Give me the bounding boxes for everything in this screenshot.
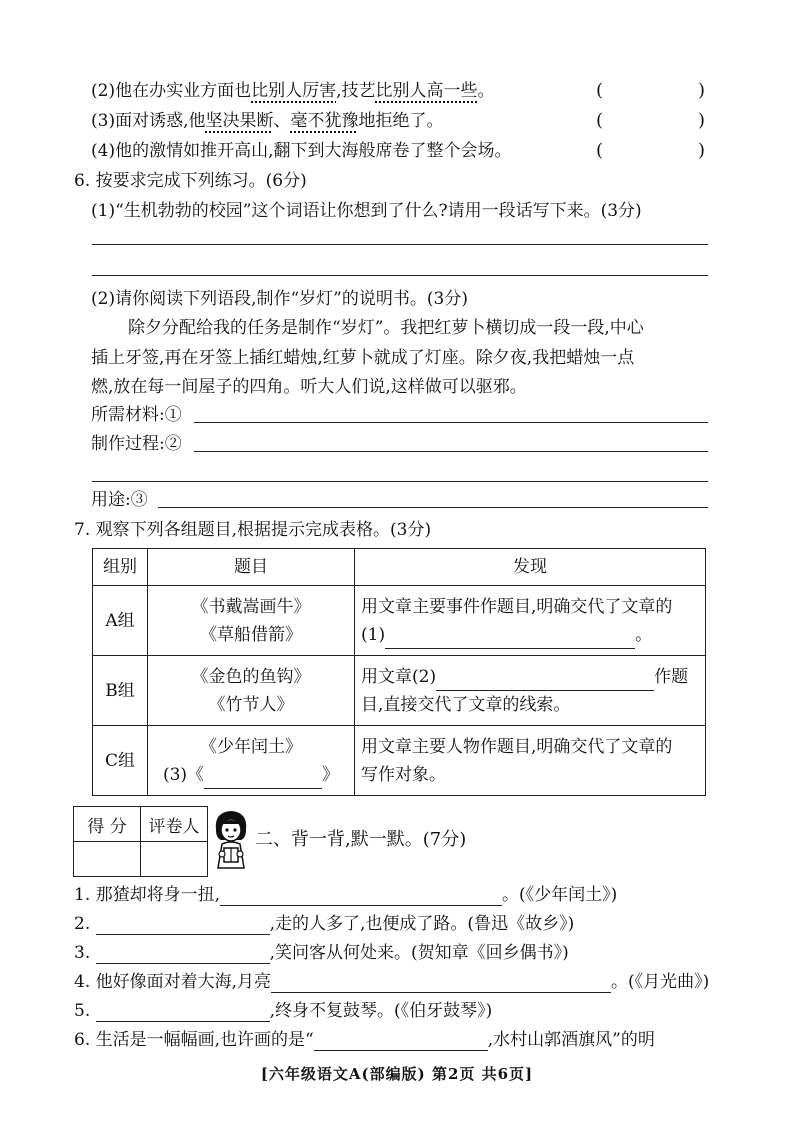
passage-line-1: 除夕分配给我的任务是制作“岁灯”。我把红萝卜横切成一段一段,中心 bbox=[128, 318, 644, 338]
dotted-phrase: 比别人高一些 bbox=[375, 81, 478, 101]
text-segment: 作题 bbox=[654, 666, 689, 687]
process-label: 制作过程:② bbox=[91, 434, 182, 454]
use-label: 用途:③ bbox=[91, 490, 148, 510]
finding-cell bbox=[355, 726, 706, 796]
passage-line-3: 燃,放在每一间屋子的四角。听大人们说,这样做可以驱邪。 bbox=[91, 377, 527, 397]
finding-text: 用文章主要人物作题目,明确交代了文章的 bbox=[361, 736, 673, 757]
text-segment: 2. bbox=[74, 914, 96, 934]
use-answer-line[interactable] bbox=[158, 507, 708, 508]
q6-title: 6. 按要求完成下列练习。(6分) bbox=[74, 171, 307, 191]
page-footer: [六年级语文A(部编版) 第2页 共6页] bbox=[260, 1065, 534, 1083]
section2-title: 二、背一背,默一默。(7分) bbox=[255, 829, 467, 850]
title-text: 《金色的鱼钩》 bbox=[191, 666, 311, 687]
process-answer-line[interactable] bbox=[194, 451, 708, 452]
blank-label: (1) bbox=[361, 624, 386, 645]
passage-line-2: 插上牙签,再在牙签上插红蜡烛,红萝卜就成了灯座。除夕夜,我把蜡烛一点 bbox=[91, 348, 635, 368]
finding-text: 写作对象。 bbox=[361, 764, 446, 785]
text-segment: 3. bbox=[74, 943, 96, 963]
answer-paren-open: ( bbox=[596, 140, 604, 161]
answer-paren-open: ( bbox=[596, 80, 604, 101]
group-cell: C组 bbox=[93, 726, 148, 796]
header-finding: 发现 bbox=[355, 549, 706, 586]
dotted-phrase: 比别人厉害 bbox=[251, 81, 337, 101]
blank-line[interactable] bbox=[204, 770, 322, 789]
finding-text: 目,直接交代了文章的线索。 bbox=[361, 694, 571, 715]
finding-cell bbox=[355, 586, 706, 656]
recite-item-3 bbox=[74, 942, 569, 964]
blank-line[interactable] bbox=[96, 1003, 270, 1022]
text-segment: 。(《少年闰土》) bbox=[502, 885, 618, 905]
q5-item-3 bbox=[91, 110, 443, 132]
title-cell bbox=[148, 656, 355, 726]
answer-line[interactable] bbox=[92, 244, 708, 245]
group-cell: A组 bbox=[93, 586, 148, 656]
text-segment: 。(《月光曲》) bbox=[611, 972, 710, 992]
table-row bbox=[93, 726, 706, 796]
text-segment: ,笑问客从何处来。(贺知章《回乡偶书》) bbox=[269, 943, 569, 963]
text-segment: 地拒绝了。 bbox=[358, 111, 444, 131]
q6-sub2: (2)请你阅读下列语段,制作“岁灯”的说明书。(3分) bbox=[91, 289, 468, 309]
text-segment: ,水村山郭酒旗风”的明 bbox=[487, 1030, 655, 1050]
answer-paren-open: ( bbox=[596, 110, 604, 131]
dotted-phrase: 坚决果断 bbox=[205, 111, 274, 131]
text-segment: 。 bbox=[477, 81, 495, 101]
answer-paren-close: ) bbox=[698, 110, 706, 131]
title-cell bbox=[148, 726, 355, 796]
q5-item-4 bbox=[91, 140, 511, 162]
text-segment: 。 bbox=[635, 624, 653, 645]
materials-label: 所需材料:① bbox=[91, 405, 182, 425]
text-segment: 》 bbox=[322, 764, 340, 785]
text-segment: ,走的人多了,也便成了路。(鲁迅《故乡》) bbox=[269, 914, 575, 934]
text-segment: 4. 他好像面对着大海,月亮 bbox=[74, 972, 272, 992]
blank-line[interactable] bbox=[96, 916, 270, 935]
text-segment: 1. 那猹却将身一扭, bbox=[74, 885, 221, 905]
text-segment: 6. 生活是一幅幅画,也许画的是“ bbox=[74, 1030, 314, 1050]
title-text: 《书戴嵩画牛》 bbox=[191, 596, 311, 617]
blank-line[interactable] bbox=[96, 945, 270, 964]
title-text bbox=[149, 761, 353, 789]
blank-line[interactable] bbox=[385, 630, 635, 649]
recite-item-4 bbox=[74, 971, 709, 993]
score-box bbox=[73, 806, 208, 877]
q5-item-2 bbox=[91, 80, 495, 102]
table-row bbox=[93, 586, 706, 656]
answer-paren-close: ) bbox=[698, 140, 706, 161]
finding-text: 用文章主要事件作题目,明确交代了文章的 bbox=[361, 596, 673, 617]
title-text: 《竹节人》 bbox=[208, 694, 294, 715]
text-segment: (2)他在办实业方面也 bbox=[91, 81, 252, 101]
score-field[interactable] bbox=[74, 842, 141, 877]
text-segment: (4)他的激情如推开高山,翻下到大海般席卷了整个会场。 bbox=[91, 141, 512, 161]
table-row bbox=[93, 656, 706, 726]
girl-reading-icon bbox=[208, 808, 254, 870]
title-cell bbox=[148, 586, 355, 656]
header-title: 题目 bbox=[148, 549, 355, 586]
recite-item-5 bbox=[74, 1000, 492, 1022]
recite-item-6 bbox=[74, 1029, 655, 1051]
recite-item-2 bbox=[74, 913, 574, 935]
text-segment: ,技艺 bbox=[336, 81, 376, 101]
score-label: 得 分 bbox=[74, 807, 141, 842]
grader-field[interactable] bbox=[141, 842, 208, 877]
group-cell: B组 bbox=[93, 656, 148, 726]
text-segment: 5. bbox=[74, 1001, 96, 1021]
blank-line[interactable] bbox=[271, 974, 611, 993]
finding-text bbox=[361, 621, 704, 649]
text-segment: 、 bbox=[273, 111, 291, 131]
q6-sub1: (1)“生机勃勃的校园”这个词语让你想到了什么?请用一段话写下来。(3分) bbox=[91, 201, 642, 221]
finding-text bbox=[361, 663, 704, 691]
text-segment: (3)面对诱惑,他 bbox=[91, 111, 206, 131]
finding-cell bbox=[355, 656, 706, 726]
header-group: 组别 bbox=[93, 549, 148, 586]
answer-line[interactable] bbox=[92, 275, 708, 276]
q7-title: 7. 观察下列各组题目,根据提示完成表格。(3分) bbox=[74, 520, 432, 540]
grader-label: 评卷人 bbox=[141, 807, 208, 842]
blank-line[interactable] bbox=[220, 887, 502, 906]
findings-table bbox=[92, 548, 706, 796]
recite-item-1 bbox=[74, 884, 617, 906]
title-text: 《少年闰土》 bbox=[200, 736, 302, 757]
answer-paren-close: ) bbox=[698, 80, 706, 101]
text-segment: 用文章(2) bbox=[361, 666, 437, 687]
dotted-phrase: 毫不犹豫 bbox=[290, 111, 359, 131]
process-answer-line-2[interactable] bbox=[92, 481, 708, 482]
text-segment: ,终身不复鼓琴。(《伯牙鼓琴》) bbox=[269, 1001, 493, 1021]
materials-answer-line[interactable] bbox=[194, 422, 708, 423]
table-header-row bbox=[93, 549, 706, 586]
blank-line[interactable] bbox=[436, 672, 654, 691]
title-text: 《草船借箭》 bbox=[200, 624, 302, 645]
blank-line[interactable] bbox=[314, 1032, 488, 1051]
blank-label: (3)《 bbox=[162, 764, 205, 785]
